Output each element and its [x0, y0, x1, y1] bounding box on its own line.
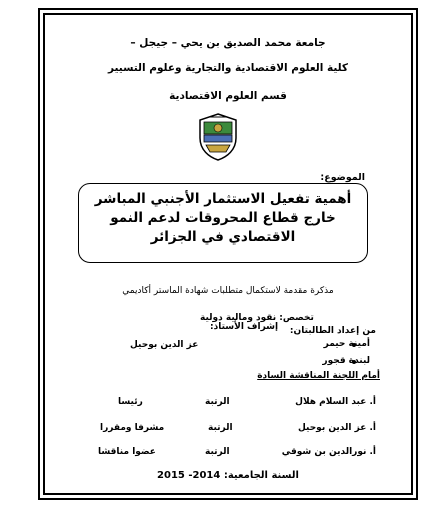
thesis-title: أهمية تفعيل الاستثمار الأجنبي المباشر خارج قطاع المحروقات لدعم النمو الاقتصادي في الجزائر [94, 191, 352, 245]
academic-year: السنة الجامعية: 2014- 2015 [157, 470, 299, 481]
student-name-2: لبندة قجور [322, 356, 370, 366]
committee-member-name: أ. عبد السلام هلال [295, 397, 376, 407]
supervisor-name: عز الدين بوحيل [130, 340, 199, 350]
faculty-name: كلية العلوم الاقتصادية والتجارية وعلوم التسيير [107, 62, 349, 74]
committee-member-rank: الرتبة [205, 447, 230, 457]
supervisor-label: إشراف الأستاذ: [210, 322, 279, 332]
committee-member-role: مشرفا ومقررا [100, 423, 165, 433]
committee-member-rank: الرتبة [208, 423, 233, 433]
student-name-1: أمينة حيمر [323, 339, 370, 349]
committee-member-role: عضوا مناقشا [98, 447, 156, 457]
committee-label: أمام اللجنة المناقشة السادة [257, 371, 380, 381]
committee-member-role: رئيسا [118, 397, 143, 407]
committee-member-rank: الرتبة [205, 397, 230, 407]
subject-label: الموضوع: [320, 172, 365, 183]
title-box [78, 183, 368, 263]
department-name: قسم العلوم الاقتصادية [169, 90, 287, 102]
university-logo-icon [196, 112, 240, 162]
students-label: من إعداد الطالبتان: [289, 326, 376, 336]
memo-text: مذكرة مقدمة لاستكمال متطلبات شهادة الماستر أكاديمي [122, 286, 334, 296]
university-name: جامعة محمد الصديق بن يحي – جيجل – [130, 37, 326, 49]
specialization: تخصص: نقود ومالية دولية [200, 313, 314, 323]
committee-member-name: أ. نورالدين بن شوقي [281, 447, 376, 457]
committee-member-name: أ. عز الدين بوحيل [297, 423, 376, 433]
